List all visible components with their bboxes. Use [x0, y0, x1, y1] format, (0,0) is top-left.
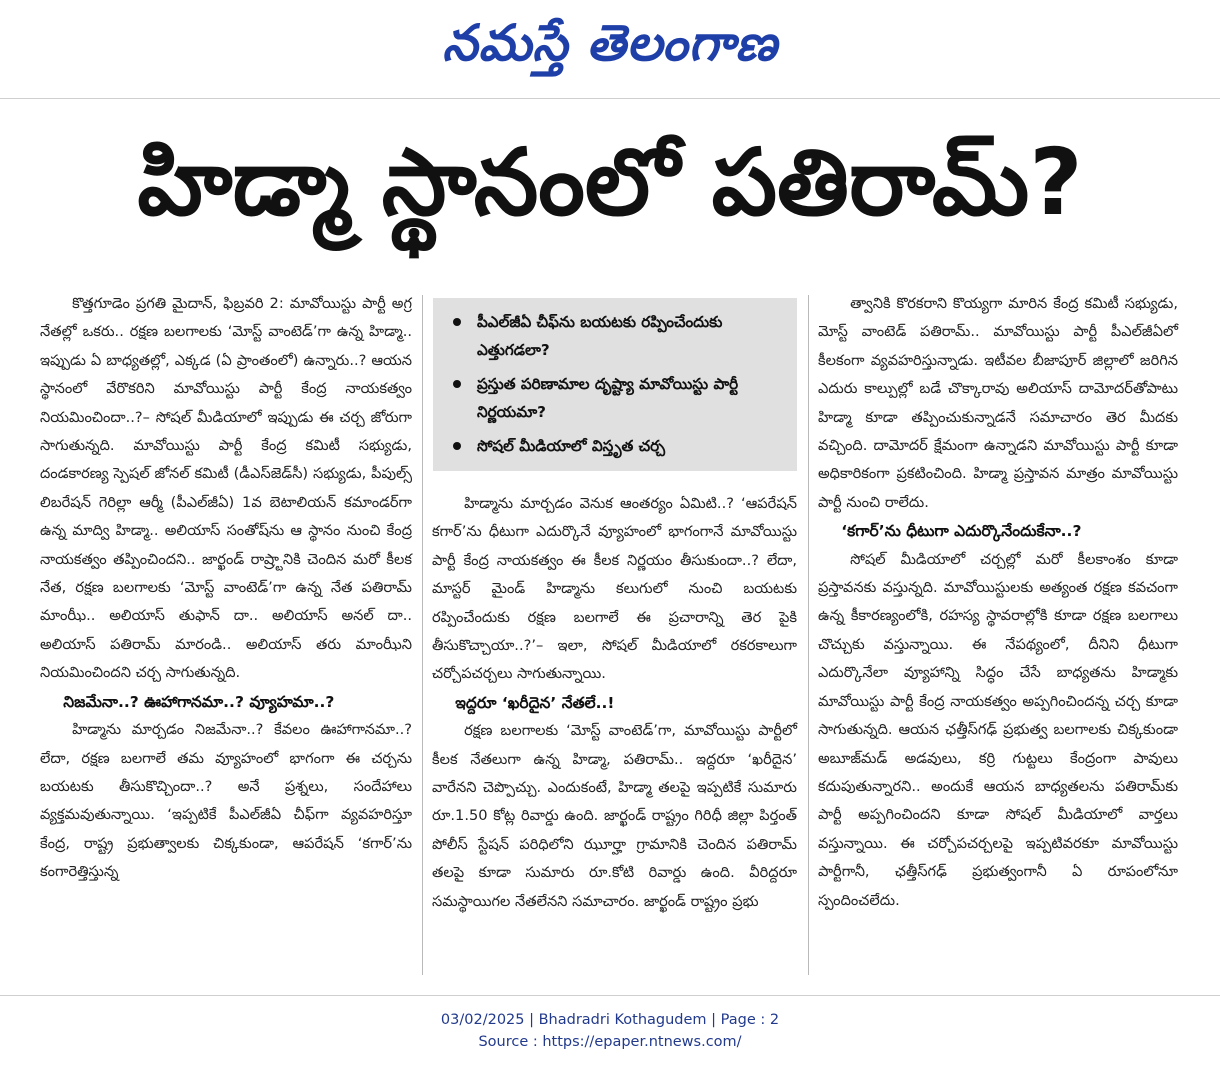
- column-divider-1: [422, 295, 423, 975]
- article-column-2: [432, 490, 797, 916]
- article-column-1: [40, 290, 412, 887]
- highlight-item: [447, 308, 785, 364]
- column-1-paragraph-2: హిడ్మాను మార్చడం నిజమేనా..? కేవలం ఊహాగానమా..? లేదా, రక్షణ బలగాలే తమ వ్యూహంలో భాగంగా ఈ చర్చను బయటకు తీసుకొచ్చిందా..? అనే ప్రశ్నలు, సందేహాలు వ్యక్తమవుతున్నాయి. ‘ఇప్పటికే పీఎల్‌జీఏ చీఫ్‌గా వ్యవహరిస్తూ కేంద్ర, రాష్ట్ర ప్రభుత్వాలకు చిక్కకుండా, ఆపరేషన్‌ ‘కగార్‌’ను కంగారెత్తిస్తున్న: [40, 721, 412, 881]
- newspaper-masthead: నమస్తే తెలంగాణ: [442, 13, 778, 72]
- column-1-subheading: నిజమేనా..? ఊహాగానమా..? వ్యూహమా..?: [63, 692, 335, 711]
- column-divider-2: [808, 295, 809, 975]
- highlight-text: సోషల్‌ మీడియాలో విస్తృత చర్చ: [477, 437, 666, 455]
- bullet-icon: [453, 380, 461, 388]
- top-divider: [0, 98, 1220, 99]
- bullet-icon: [453, 442, 461, 450]
- column-3-paragraph-2: సోషల్‌ మీడియాలో చర్చల్లో మరో కీలకాంశం కూడా ప్రస్తావనకు వస్తున్నది. మావోయిస్టులకు అత్యంత రక్షణ కవచంగా ఉన్న కీకారణ్యంలోకి, రహస్య స్థావరాల్లోకి కూడా రక్షణ బలగాలు చొచ్చుకు వస్తున్నాయి. ఈ నేపథ్యంలో, దీనిని ధీటుగా ఎదుర్కొనేలా వ్యూహాన్ని సిద్ధం చేసే బాధ్యతను హిడ్మాకు మావోయిస్టు పార్టీ కేంద్ర నాయకత్వం అప్పగించిందన్న చర్చ కూడా సాగుతున్నది. ఆయన ఛత్తీస్‌గఢ్‌ ప్రభుత్వ బలగాలకు చిక్కకుండా అబూజ్‌మడ్‌ అడవులు, కర్రి గుట్టలు కేంద్రంగా పావులు కదుపుతున్నారని.. అందుకే ఆయన బాధ్యతలను పతిరామ్‌కు పార్టీ అప్పగించిందని కూడా సోషల్‌ మీడియాలో వార్తలు వస్తున్నాయి. ఈ చర్చోపచర్చలపై ఇప్పటివరకూ మావోయిస్టు పార్టీగానీ, ఛత్తీస్‌గఢ్‌ ప్రభుత్వంగానీ ఏ రూపంలోనూ స్పందించలేదు.: [818, 550, 1178, 909]
- highlight-text: పీఎల్‌జీఏ చీఫ్‌ను బయటకు రప్పించేందుకు ఎత్తుగడలా?: [477, 313, 723, 359]
- bottom-divider: [0, 995, 1220, 996]
- highlights-box: [433, 298, 797, 471]
- column-1-paragraph-1: కొత్తగూడెం ప్రగతి మైదాన్‌, ఫిబ్రవరి 2: మావోయిస్టు పార్టీ అగ్ర నేతల్లో ఒకరు.. రక్షణ బలగాలకు ‘మోస్ట్‌ వాంటెడ్‌’గా ఉన్న హిడ్మా.. ఇప్పుడు ఏ బాధ్యతల్లో, ఎక్కడ (ఏ ప్రాంతంలో) ఉన్నారు..? ఆయన స్థానంలో వేరొకరిని మావోయిస్టు పార్టీ కేంద్ర నాయకత్వం నియమించిందా..?– సోషల్‌ మీడియాలో ఇప్పుడు ఈ చర్చ జోరుగా సాగుతున్నది. మావోయిస్టు పార్టీ కేంద్ర కమిటీ సభ్యుడు, దండకారణ్య స్పెషల్‌ జోనల్‌ కమిటీ (డీఎస్‌జెడ్‌సీ) సభ్యుడు, పీపుల్స్‌ లిబరేషన్‌ గెరిల్లా ఆర్మీ (పీఎల్‌జీఏ) 1వ బెటాలియన్‌ కమాండర్‌గా ఉన్న మాద్వి హిడ్మా.. అలియాస్‌ సంతోష్‌ను ఆ స్థానం నుంచి కేంద్ర నాయకత్వం తప్పించిందని.. జార్ఖండ్‌ రాష్ర్టానికి చెందిన మరో కీలక నేత, రక్షణ బలగాలకు ‘మోస్ట్‌ వాంటెడ్‌’గా ఉన్న నేత పతిరామ్‌ మాంఝీ.. అలియాస్‌ తుఫాన్‌ దా.. అలియాస్‌ అనల్‌ దా.. అలియాస్‌ పతిరామ్‌ మారండి.. అలియాస్‌ తరు మాంఝీని నియమించిందని చర్చ సాగుతున్నది.: [40, 295, 412, 682]
- highlight-item: [447, 432, 785, 460]
- column-2-paragraph-2: రక్షణ బలగాలకు ‘మోస్ట్‌ వాంటెడ్‌’గా, మావోయిస్టు పార్టీలో కీలక నేతలుగా ఉన్న హిడ్మా, పతిరామ్‌.. ఇద్దరూ ‘ఖరీదైన’ వారేనని చెప్పొచ్చు. ఎందుకంటే, హిడ్మా తలపై ఇప్పటికే సుమారు రూ.1.50 కోట్ల రివార్డు ఉంది. జార్ఖండ్‌ రాష్ట్రం గిరిధీ జిల్లా పిర్తంత్‌ పోలీస్‌ స్టేషన్‌ పరిధిలోని ఝూర్హా గ్రామానికి చెందిన పతిరామ్‌ తలపై కూడా సుమారు రూ.కోటి రివార్డు ఉంది. వీరిద్దరూ సమస్థాయిగల నేతలేనని సమాచారం. జార్ఖండ్‌ రాష్ట్రం ప్రభు: [432, 722, 797, 910]
- column-3-paragraph-1: త్వానికి కొరకరాని కొయ్యగా మారిన కేంద్ర కమిటీ సభ్యుడు, మోస్ట్‌ వాంటెడ్‌ పతిరామ్‌.. మావోయిస్టు పార్టీ పీఎల్‌జీఏలో కీలకంగా వ్యవహరిస్తున్నాడు. ఇటీవల బీజాపూర్‌ జిల్లాలో జరిగిన ఎదురు కాల్పుల్లో బడే చొక్కారావు అలియాస్‌ దామోదర్‌తోపాటు హిడ్మా కూడా తప్పించుకున్నాడనే సమాచారం తెర మీదకు వచ్చింది. దామోదర్‌ క్షేమంగా ఉన్నాడని మావోయిస్టు పార్టీ కూడా అధికారికంగా ప్రకటించింది. హిడ్మా ప్రస్తావన మాత్రం మావోయిస్టు పార్టీ నుంచి రాలేదు.: [818, 295, 1178, 511]
- article-column-3: [818, 290, 1178, 915]
- footer-source: Source : https://epaper.ntnews.com/: [478, 1034, 742, 1050]
- bullet-icon: [453, 318, 461, 326]
- column-2-subheading: ఇద్దరూ ‘ఖరీదైన’ నేతలే..!: [455, 693, 615, 712]
- column-2-paragraph-1: హిడ్మాను మార్చడం వెనుక ఆంతర్యం ఏమిటి..? ‘ఆపరేషన్‌ కగార్‌’ను ధీటుగా ఎదుర్కొనే వ్యూహంలో భాగంగానే మావోయిస్టు పార్టీ కేంద్ర నాయకత్వం ఈ కీలక నిర్ణయం తీసుకుందా..? లేదా, మాస్టర్‌ మైండ్‌ హిడ్మాను కలుగులో నుంచి బయటకు రప్పించేందుకు రక్షణ బలగాలే ఈ ప్రచారాన్ని తెర పైకి తీసుకొచ్చాయా..?’– ఇలా, సోషల్‌ మీడియాలో రకరకాలుగా చర్చోపచర్చలు సాగుతున్నాయి.: [432, 495, 797, 683]
- article-headline: హిడ్మా స్థానంలో పతిరామ్‌?: [137, 129, 1083, 236]
- column-3-subheading: ‘కగార్‌’ను ధీటుగా ఎదుర్కొనేందుకేనా..?: [841, 522, 1082, 541]
- highlight-text: ప్రస్తుత పరిణామాల దృష్ట్యా మావోయిస్టు పార్టీ నిర్ణయమా?: [477, 375, 739, 421]
- footer-date-edition: 03/02/2025 | Bhadradri Kothagudem | Page : 2: [440, 1012, 780, 1028]
- highlight-item: [447, 370, 785, 426]
